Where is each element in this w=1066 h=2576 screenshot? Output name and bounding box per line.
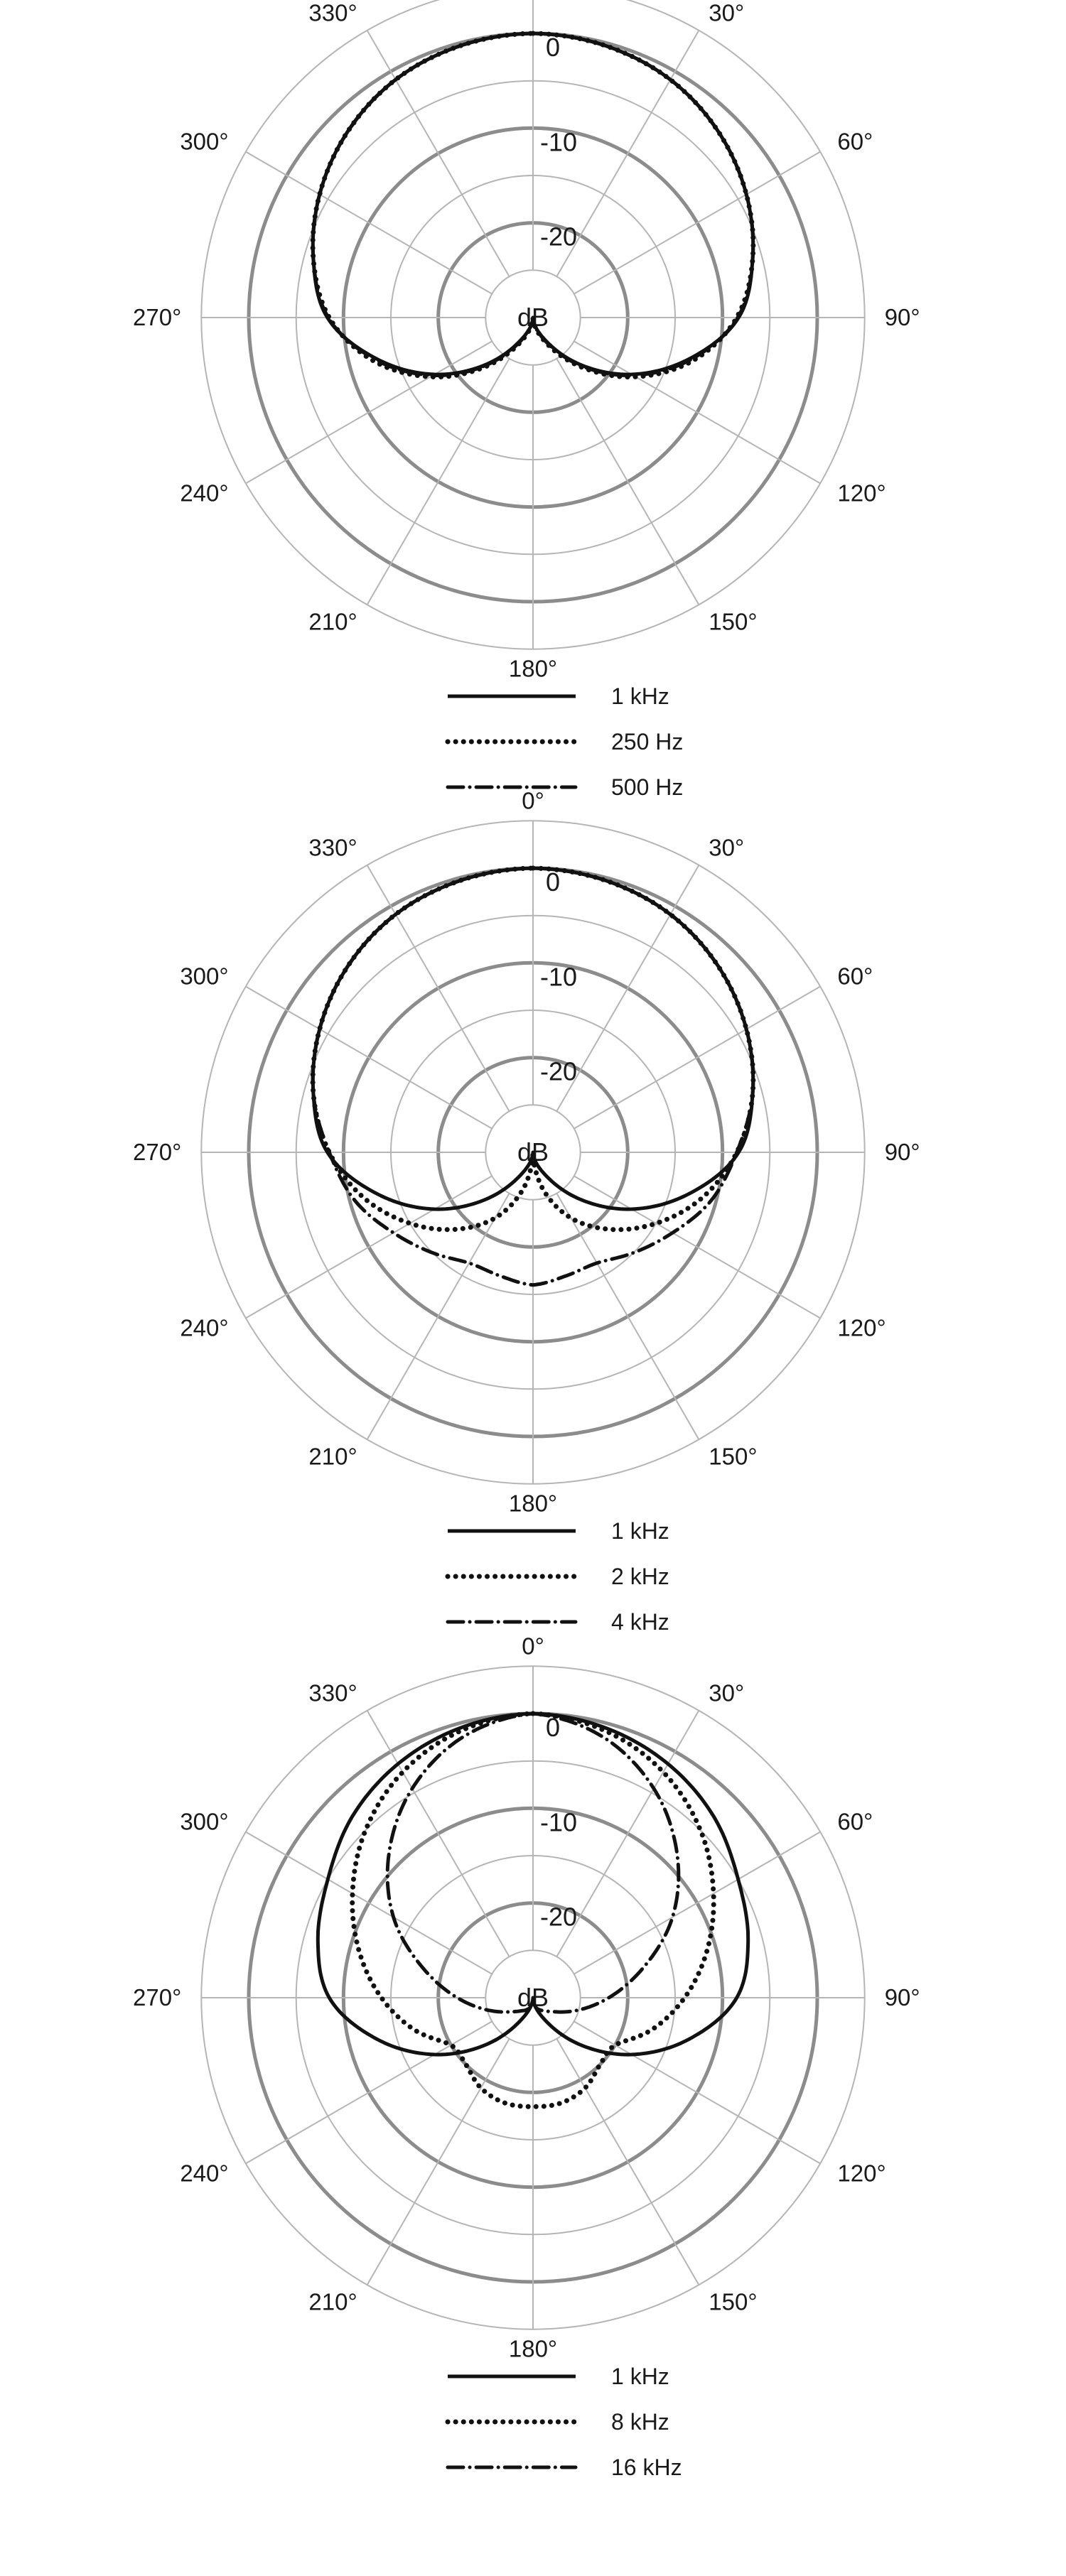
angle-label: 0° [522, 1633, 544, 1660]
legend-label: 1 kHz [611, 2364, 669, 2389]
angle-label: 240° [180, 1314, 229, 1341]
angle-spoke [367, 865, 510, 1111]
legend [448, 1518, 669, 1635]
angle-spoke [556, 359, 699, 605]
angle-spoke [246, 1832, 492, 1974]
legend-label: 500 Hz [611, 774, 684, 800]
polar-chart-1 [0, 0, 1066, 831]
legend-label: 2 kHz [611, 1564, 669, 1589]
angle-spoke [246, 2021, 492, 2163]
angle-label: 150° [709, 1443, 758, 1470]
angle-label: 150° [709, 608, 758, 635]
angle-spoke [246, 987, 492, 1129]
angle-label: 120° [837, 1314, 886, 1341]
angle-label: 330° [308, 0, 357, 26]
angle-spoke [556, 2039, 699, 2285]
angle-label: 300° [180, 963, 229, 990]
radial-tick-label: -20 [540, 222, 578, 251]
angle-label: 30° [709, 1679, 745, 1706]
angle-spoke [367, 31, 510, 276]
radial-tick-label: -20 [540, 1902, 578, 1932]
legend-label: 1 kHz [611, 1518, 669, 1544]
angle-label: 210° [308, 2288, 357, 2315]
angle-label: 210° [308, 608, 357, 635]
angle-label: 330° [308, 834, 357, 861]
angle-spoke [556, 31, 699, 276]
radial-tick-label: -10 [540, 962, 578, 992]
angle-label: 330° [308, 1679, 357, 1706]
angle-spoke [574, 341, 820, 483]
legend-label: 8 kHz [611, 2409, 669, 2435]
legend-label: 250 Hz [611, 729, 684, 754]
angle-label: 180° [508, 655, 558, 682]
angle-spoke [556, 1711, 699, 1957]
angle-spoke [367, 1711, 510, 1957]
angle-label: 0° [522, 787, 544, 814]
radial-tick-label: -20 [540, 1056, 578, 1086]
angle-spoke [574, 1832, 820, 1974]
angle-label: 300° [180, 1808, 229, 1835]
angle-spoke [367, 359, 510, 605]
angle-label: 270° [133, 304, 182, 330]
radial-tick-label: -10 [540, 127, 578, 157]
angle-label: 60° [837, 963, 873, 990]
angle-label: 30° [709, 0, 745, 26]
radial-tick-label: 0 [546, 867, 561, 897]
angle-label: 120° [837, 2160, 886, 2187]
angle-label: 90° [884, 1984, 920, 2011]
angle-label: 270° [133, 1139, 182, 1165]
angle-label: 180° [508, 1490, 558, 1517]
angle-label: 240° [180, 480, 229, 507]
legend [448, 683, 683, 800]
radial-tick-label: 0 [546, 1713, 561, 1742]
angle-label: 90° [884, 1139, 920, 1165]
angle-spoke [574, 987, 820, 1129]
angle-spoke [246, 1176, 492, 1318]
angle-label: 60° [837, 1808, 873, 1835]
radial-tick-label: 0 [546, 33, 561, 62]
angle-spoke [574, 2021, 820, 2163]
radial-tick-label: -10 [540, 1807, 578, 1837]
angle-label: 240° [180, 2160, 229, 2187]
angle-spoke [574, 1176, 820, 1318]
center-unit-label: dB [517, 1983, 549, 2012]
angle-spoke [556, 865, 699, 1111]
angle-label: 150° [709, 2288, 758, 2315]
angle-label: 270° [133, 1984, 182, 2011]
legend [448, 2364, 682, 2480]
angle-label: 90° [884, 304, 920, 330]
angle-spoke [246, 152, 492, 294]
center-unit-label: dB [517, 303, 549, 332]
angle-spoke [367, 2039, 510, 2285]
angle-spoke [574, 152, 820, 294]
legend-label: 1 kHz [611, 683, 669, 709]
legend-label: 16 kHz [611, 2455, 682, 2480]
angle-label: 210° [308, 1443, 357, 1470]
angle-spoke [246, 341, 492, 483]
polar-chart-3 [0, 1633, 1066, 2511]
legend-label: 4 kHz [611, 1609, 669, 1635]
angle-label: 30° [709, 834, 745, 861]
center-unit-label: dB [517, 1137, 549, 1167]
angle-label: 120° [837, 480, 886, 507]
angle-label: 180° [508, 2335, 558, 2362]
angle-label: 300° [180, 128, 229, 155]
angle-label: 60° [837, 128, 873, 155]
